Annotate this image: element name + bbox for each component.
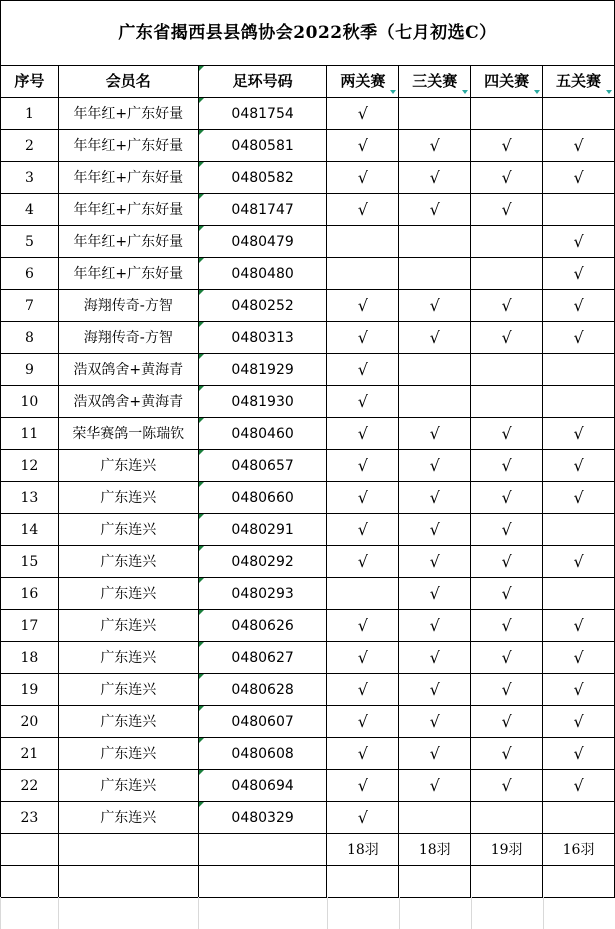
empty-grid-area xyxy=(0,897,615,929)
ring-number-cell[interactable] xyxy=(198,802,327,834)
comment-marker-icon xyxy=(199,674,204,679)
race-check-cell[interactable] xyxy=(543,514,615,546)
race-check-cell[interactable]: √ xyxy=(471,418,543,450)
empty-cell[interactable] xyxy=(327,866,399,898)
comment-marker-icon xyxy=(199,418,204,423)
race-check-cell[interactable]: √ xyxy=(327,546,399,578)
member-name-cell[interactable]: 海翔传奇-方智 xyxy=(58,290,198,322)
race-check-cell[interactable]: √ xyxy=(327,386,399,418)
race-check-cell[interactable]: √ xyxy=(399,738,471,770)
table-row xyxy=(1,162,615,194)
table-row xyxy=(1,482,615,514)
row-index-cell[interactable]: 3 xyxy=(1,162,59,194)
comment-marker-icon xyxy=(199,322,204,327)
race-check-cell[interactable]: √ xyxy=(327,674,399,706)
table-row xyxy=(1,450,615,482)
race-check-cell[interactable] xyxy=(399,226,471,258)
row-index-cell[interactable]: 8 xyxy=(1,322,59,354)
header-race-5-label: 五关赛 xyxy=(556,72,602,90)
race-check-cell[interactable]: √ xyxy=(399,450,471,482)
race-check-cell[interactable]: √ xyxy=(399,642,471,674)
race-check-cell[interactable] xyxy=(471,354,543,386)
member-name-cell[interactable]: 广东连兴 xyxy=(58,706,198,738)
race-check-cell[interactable]: √ xyxy=(327,162,399,194)
ring-number-cell[interactable] xyxy=(198,386,327,418)
header-race-5[interactable] xyxy=(543,66,615,98)
empty-cell[interactable] xyxy=(399,866,471,898)
race-total-cell[interactable]: 18羽 xyxy=(327,834,399,866)
race-check-cell[interactable]: √ xyxy=(399,514,471,546)
table-row xyxy=(1,130,615,162)
race-check-cell[interactable]: √ xyxy=(327,770,399,802)
table-row xyxy=(1,514,615,546)
race-check-cell[interactable]: √ xyxy=(327,482,399,514)
race-check-cell[interactable]: √ xyxy=(543,674,615,706)
row-index-cell[interactable]: 13 xyxy=(1,482,59,514)
comment-marker-icon xyxy=(199,450,204,455)
race-check-cell[interactable]: √ xyxy=(543,770,615,802)
totals-empty-cell[interactable] xyxy=(1,834,59,866)
ring-number-cell[interactable] xyxy=(198,770,327,802)
race-check-cell[interactable]: √ xyxy=(471,482,543,514)
ring-number-text: 0480293 xyxy=(231,585,294,602)
ring-number-cell[interactable] xyxy=(198,194,327,226)
race-check-cell[interactable]: √ xyxy=(399,322,471,354)
race-check-cell[interactable]: √ xyxy=(543,610,615,642)
comment-marker-icon xyxy=(199,546,204,551)
race-check-cell[interactable]: √ xyxy=(543,322,615,354)
ring-number-text: 0480313 xyxy=(231,329,294,346)
totals-empty-cell[interactable] xyxy=(198,834,327,866)
race-check-cell[interactable]: √ xyxy=(327,130,399,162)
ring-number-text: 0480252 xyxy=(231,297,294,314)
row-index-cell[interactable]: 4 xyxy=(1,194,59,226)
header-member: 会员名 xyxy=(58,66,198,98)
ring-number-cell[interactable] xyxy=(198,322,327,354)
ring-number-cell[interactable] xyxy=(198,98,327,130)
member-name-cell[interactable]: 广东连兴 xyxy=(58,514,198,546)
race-check-cell[interactable]: √ xyxy=(399,770,471,802)
empty-cell[interactable] xyxy=(1,866,59,898)
member-name-cell[interactable]: 广东连兴 xyxy=(58,450,198,482)
race-check-cell[interactable]: √ xyxy=(543,226,615,258)
race-check-cell[interactable]: √ xyxy=(327,514,399,546)
race-check-cell[interactable]: √ xyxy=(471,578,543,610)
race-check-cell[interactable]: √ xyxy=(471,290,543,322)
race-check-cell[interactable]: √ xyxy=(471,610,543,642)
comment-marker-icon xyxy=(199,706,204,711)
member-name-cell[interactable]: 浩双鸽舍+黄海青 xyxy=(58,386,198,418)
member-name-cell[interactable]: 广东连兴 xyxy=(58,738,198,770)
ring-number-text: 0480627 xyxy=(231,649,294,666)
ring-number-text: 0480660 xyxy=(231,489,294,506)
race-check-cell[interactable]: √ xyxy=(327,322,399,354)
table-row xyxy=(1,578,615,610)
member-name-cell[interactable]: 广东连兴 xyxy=(58,674,198,706)
ring-number-text: 0480581 xyxy=(231,137,294,154)
filter-dropdown-icon[interactable] xyxy=(462,90,468,94)
member-name-cell[interactable]: 年年红+广东好量 xyxy=(58,258,198,290)
race-check-cell[interactable] xyxy=(543,578,615,610)
race-check-cell[interactable]: √ xyxy=(399,130,471,162)
race-check-cell[interactable]: √ xyxy=(471,674,543,706)
race-check-cell[interactable] xyxy=(543,802,615,834)
header-race-4-label: 四关赛 xyxy=(484,72,530,90)
race-check-cell[interactable]: √ xyxy=(543,450,615,482)
gridline xyxy=(327,897,328,929)
race-check-cell[interactable]: √ xyxy=(471,322,543,354)
race-check-cell[interactable]: √ xyxy=(399,290,471,322)
header-race-3[interactable] xyxy=(399,66,471,98)
ring-number-cell[interactable] xyxy=(198,482,327,514)
row-index-cell[interactable]: 15 xyxy=(1,546,59,578)
comment-marker-icon xyxy=(199,354,204,359)
race-check-cell[interactable]: √ xyxy=(543,258,615,290)
member-name-cell[interactable]: 广东连兴 xyxy=(58,770,198,802)
member-name-cell[interactable]: 年年红+广东好量 xyxy=(58,194,198,226)
table-row xyxy=(1,354,615,386)
comment-marker-icon xyxy=(199,194,204,199)
table-row xyxy=(1,802,615,834)
row-index-cell[interactable]: 22 xyxy=(1,770,59,802)
race-check-cell[interactable]: √ xyxy=(471,738,543,770)
race-check-cell[interactable]: √ xyxy=(543,162,615,194)
comment-marker-icon xyxy=(199,226,204,231)
comment-marker-icon xyxy=(199,258,204,263)
row-index-cell[interactable]: 18 xyxy=(1,642,59,674)
race-check-cell[interactable]: √ xyxy=(327,450,399,482)
comment-marker-icon xyxy=(199,642,204,647)
ring-number-cell[interactable] xyxy=(198,642,327,674)
row-index-cell[interactable]: 14 xyxy=(1,514,59,546)
totals-row xyxy=(1,834,615,866)
ring-number-text: 0480329 xyxy=(231,809,294,826)
header-index: 序号 xyxy=(1,66,59,98)
filter-dropdown-icon[interactable] xyxy=(534,90,540,94)
race-check-cell[interactable]: √ xyxy=(471,162,543,194)
race-check-cell[interactable] xyxy=(399,802,471,834)
comment-marker-icon xyxy=(199,386,204,391)
race-check-cell[interactable]: √ xyxy=(399,418,471,450)
gridline xyxy=(471,897,472,929)
ring-number-cell[interactable] xyxy=(198,674,327,706)
header-race-4[interactable] xyxy=(471,66,543,98)
table-row xyxy=(1,674,615,706)
table-row xyxy=(1,610,615,642)
race-check-cell[interactable]: √ xyxy=(399,482,471,514)
race-check-cell[interactable] xyxy=(399,354,471,386)
member-name-cell[interactable]: 广东连兴 xyxy=(58,802,198,834)
race-check-cell[interactable] xyxy=(543,98,615,130)
ring-number-cell[interactable] xyxy=(198,354,327,386)
race-check-cell[interactable]: √ xyxy=(327,98,399,130)
empty-cell[interactable] xyxy=(58,866,198,898)
race-check-cell[interactable]: √ xyxy=(543,418,615,450)
table-row xyxy=(1,322,615,354)
filter-dropdown-icon[interactable] xyxy=(606,90,612,94)
race-check-cell[interactable]: √ xyxy=(399,610,471,642)
comment-marker-icon xyxy=(199,290,204,295)
ring-number-cell[interactable] xyxy=(198,578,327,610)
comment-marker-icon xyxy=(199,738,204,743)
comment-marker-icon xyxy=(199,98,204,103)
row-index-cell[interactable]: 16 xyxy=(1,578,59,610)
table-row xyxy=(1,98,615,130)
gridline xyxy=(58,897,59,929)
ring-number-text: 0480607 xyxy=(231,713,294,730)
race-check-cell[interactable] xyxy=(471,98,543,130)
race-check-cell[interactable]: √ xyxy=(543,290,615,322)
row-index-cell[interactable]: 21 xyxy=(1,738,59,770)
header-race-3-label: 三关赛 xyxy=(412,72,458,90)
race-check-cell[interactable]: √ xyxy=(543,546,615,578)
race-check-cell[interactable] xyxy=(471,258,543,290)
empty-cell[interactable] xyxy=(198,866,327,898)
ring-number-text: 0480291 xyxy=(231,521,294,538)
race-check-cell[interactable]: √ xyxy=(471,546,543,578)
table-row xyxy=(1,770,615,802)
ring-number-cell[interactable] xyxy=(198,258,327,290)
header-ring xyxy=(198,66,327,98)
ring-number-text: 0481929 xyxy=(231,361,294,378)
row-index-cell[interactable]: 20 xyxy=(1,706,59,738)
comment-marker-icon xyxy=(199,514,204,519)
member-name-cell[interactable]: 年年红+广东好量 xyxy=(58,162,198,194)
race-check-cell[interactable]: √ xyxy=(327,706,399,738)
race-total-cell[interactable]: 18羽 xyxy=(399,834,471,866)
member-name-cell[interactable]: 海翔传奇-方智 xyxy=(58,322,198,354)
race-check-cell[interactable]: √ xyxy=(327,290,399,322)
race-check-cell[interactable]: √ xyxy=(327,642,399,674)
member-name-cell[interactable]: 年年红+广东好量 xyxy=(58,130,198,162)
race-total-cell[interactable]: 16羽 xyxy=(543,834,615,866)
ring-number-cell[interactable] xyxy=(198,546,327,578)
race-check-cell[interactable] xyxy=(399,258,471,290)
member-name-cell[interactable]: 广东连兴 xyxy=(58,610,198,642)
member-name-cell[interactable]: 年年红+广东好量 xyxy=(58,226,198,258)
ring-number-cell[interactable] xyxy=(198,226,327,258)
member-name-cell[interactable]: 浩双鸽舍+黄海青 xyxy=(58,354,198,386)
filter-dropdown-icon[interactable] xyxy=(390,90,396,94)
comment-marker-icon xyxy=(199,66,204,71)
table-row xyxy=(1,418,615,450)
race-check-cell[interactable]: √ xyxy=(471,514,543,546)
row-index-cell[interactable]: 23 xyxy=(1,802,59,834)
ring-number-cell[interactable] xyxy=(198,450,327,482)
comment-marker-icon xyxy=(199,802,204,807)
empty-cell[interactable] xyxy=(543,866,615,898)
ring-number-cell[interactable] xyxy=(198,418,327,450)
ring-number-cell[interactable] xyxy=(198,610,327,642)
race-check-cell[interactable]: √ xyxy=(399,578,471,610)
race-check-cell[interactable] xyxy=(543,194,615,226)
race-total-cell[interactable]: 19羽 xyxy=(471,834,543,866)
ring-number-text: 0480582 xyxy=(231,169,294,186)
race-check-cell[interactable] xyxy=(471,802,543,834)
race-check-cell[interactable]: √ xyxy=(399,546,471,578)
row-index-cell[interactable]: 5 xyxy=(1,226,59,258)
race-check-cell[interactable] xyxy=(543,354,615,386)
ring-number-text: 0480626 xyxy=(231,617,294,634)
race-check-cell[interactable] xyxy=(399,98,471,130)
ring-number-text: 0481747 xyxy=(231,201,294,218)
comment-marker-icon xyxy=(199,770,204,775)
race-check-cell[interactable]: √ xyxy=(327,194,399,226)
race-check-cell[interactable]: √ xyxy=(399,674,471,706)
ring-number-cell[interactable] xyxy=(198,514,327,546)
race-check-cell[interactable] xyxy=(327,226,399,258)
ring-number-cell[interactable] xyxy=(198,130,327,162)
empty-row xyxy=(1,866,615,898)
row-index-cell[interactable]: 10 xyxy=(1,386,59,418)
race-check-cell[interactable]: √ xyxy=(543,482,615,514)
race-check-cell[interactable]: √ xyxy=(399,162,471,194)
comment-marker-icon xyxy=(199,162,204,167)
table-row xyxy=(1,258,615,290)
race-check-cell[interactable] xyxy=(327,258,399,290)
gridline xyxy=(0,897,1,929)
ring-number-cell[interactable] xyxy=(198,162,327,194)
race-check-cell[interactable]: √ xyxy=(471,770,543,802)
race-check-cell[interactable] xyxy=(327,578,399,610)
race-check-cell[interactable] xyxy=(543,386,615,418)
table-row xyxy=(1,226,615,258)
row-index-cell[interactable]: 12 xyxy=(1,450,59,482)
comment-marker-icon xyxy=(199,130,204,135)
gridline xyxy=(399,897,400,929)
race-check-cell[interactable]: √ xyxy=(327,418,399,450)
gridline xyxy=(198,897,199,929)
table-row xyxy=(1,546,615,578)
ring-number-text: 0481754 xyxy=(231,105,294,122)
table-row xyxy=(1,706,615,738)
row-index-cell[interactable]: 2 xyxy=(1,130,59,162)
race-check-cell[interactable]: √ xyxy=(327,610,399,642)
comment-marker-icon xyxy=(199,482,204,487)
row-index-cell[interactable]: 7 xyxy=(1,290,59,322)
race-check-cell[interactable]: √ xyxy=(327,738,399,770)
table-row xyxy=(1,194,615,226)
race-check-cell[interactable]: √ xyxy=(327,802,399,834)
header-race-2[interactable] xyxy=(327,66,399,98)
ring-number-cell[interactable] xyxy=(198,706,327,738)
member-name-cell[interactable]: 荣华赛鸽一陈瑞钦 xyxy=(58,418,198,450)
race-check-cell[interactable]: √ xyxy=(471,194,543,226)
race-check-cell[interactable] xyxy=(399,386,471,418)
comment-marker-icon xyxy=(199,610,204,615)
race-check-cell[interactable]: √ xyxy=(543,130,615,162)
ring-number-cell[interactable] xyxy=(198,290,327,322)
row-index-cell[interactable]: 1 xyxy=(1,98,59,130)
member-name-cell[interactable]: 广东连兴 xyxy=(58,578,198,610)
empty-cell[interactable] xyxy=(471,866,543,898)
ring-number-text: 0480460 xyxy=(231,425,294,442)
race-check-cell[interactable]: √ xyxy=(471,642,543,674)
row-index-cell[interactable]: 19 xyxy=(1,674,59,706)
race-check-cell[interactable]: √ xyxy=(543,706,615,738)
ring-number-text: 0480628 xyxy=(231,681,294,698)
member-name-cell[interactable]: 广东连兴 xyxy=(58,546,198,578)
race-check-cell[interactable]: √ xyxy=(543,738,615,770)
race-check-cell[interactable]: √ xyxy=(327,354,399,386)
comment-marker-icon xyxy=(199,578,204,583)
member-name-cell[interactable]: 广东连兴 xyxy=(58,642,198,674)
sheet-title: 广东省揭西县县鸽协会2022秋季（七月初选C） xyxy=(1,1,615,66)
table-row xyxy=(1,738,615,770)
ring-number-text: 0481930 xyxy=(231,393,294,410)
row-index-cell[interactable]: 11 xyxy=(1,418,59,450)
race-check-cell[interactable] xyxy=(471,226,543,258)
member-name-cell[interactable]: 年年红+广东好量 xyxy=(58,98,198,130)
ring-number-text: 0480608 xyxy=(231,745,294,762)
race-check-cell[interactable]: √ xyxy=(543,642,615,674)
race-check-cell[interactable]: √ xyxy=(471,450,543,482)
race-check-cell[interactable]: √ xyxy=(471,706,543,738)
header-row xyxy=(1,66,615,98)
race-check-cell[interactable]: √ xyxy=(399,706,471,738)
race-check-cell[interactable] xyxy=(471,386,543,418)
row-index-cell[interactable]: 9 xyxy=(1,354,59,386)
totals-empty-cell[interactable] xyxy=(58,834,198,866)
ring-number-text: 0480657 xyxy=(231,457,294,474)
ring-number-text: 0480480 xyxy=(231,265,294,282)
row-index-cell[interactable]: 6 xyxy=(1,258,59,290)
table-row xyxy=(1,642,615,674)
header-race-2-label: 两关赛 xyxy=(340,72,386,90)
gridline xyxy=(543,897,544,929)
ring-number-text: 0480292 xyxy=(231,553,294,570)
ring-number-text: 0480479 xyxy=(231,233,294,250)
table-row xyxy=(1,386,615,418)
row-index-cell[interactable]: 17 xyxy=(1,610,59,642)
ring-number-text: 0480694 xyxy=(231,777,294,794)
member-name-cell[interactable]: 广东连兴 xyxy=(58,482,198,514)
header-ring-label: 足环号码 xyxy=(232,72,293,90)
table-row xyxy=(1,290,615,322)
race-check-cell[interactable]: √ xyxy=(399,194,471,226)
race-check-cell[interactable]: √ xyxy=(471,130,543,162)
ring-number-cell[interactable] xyxy=(198,738,327,770)
